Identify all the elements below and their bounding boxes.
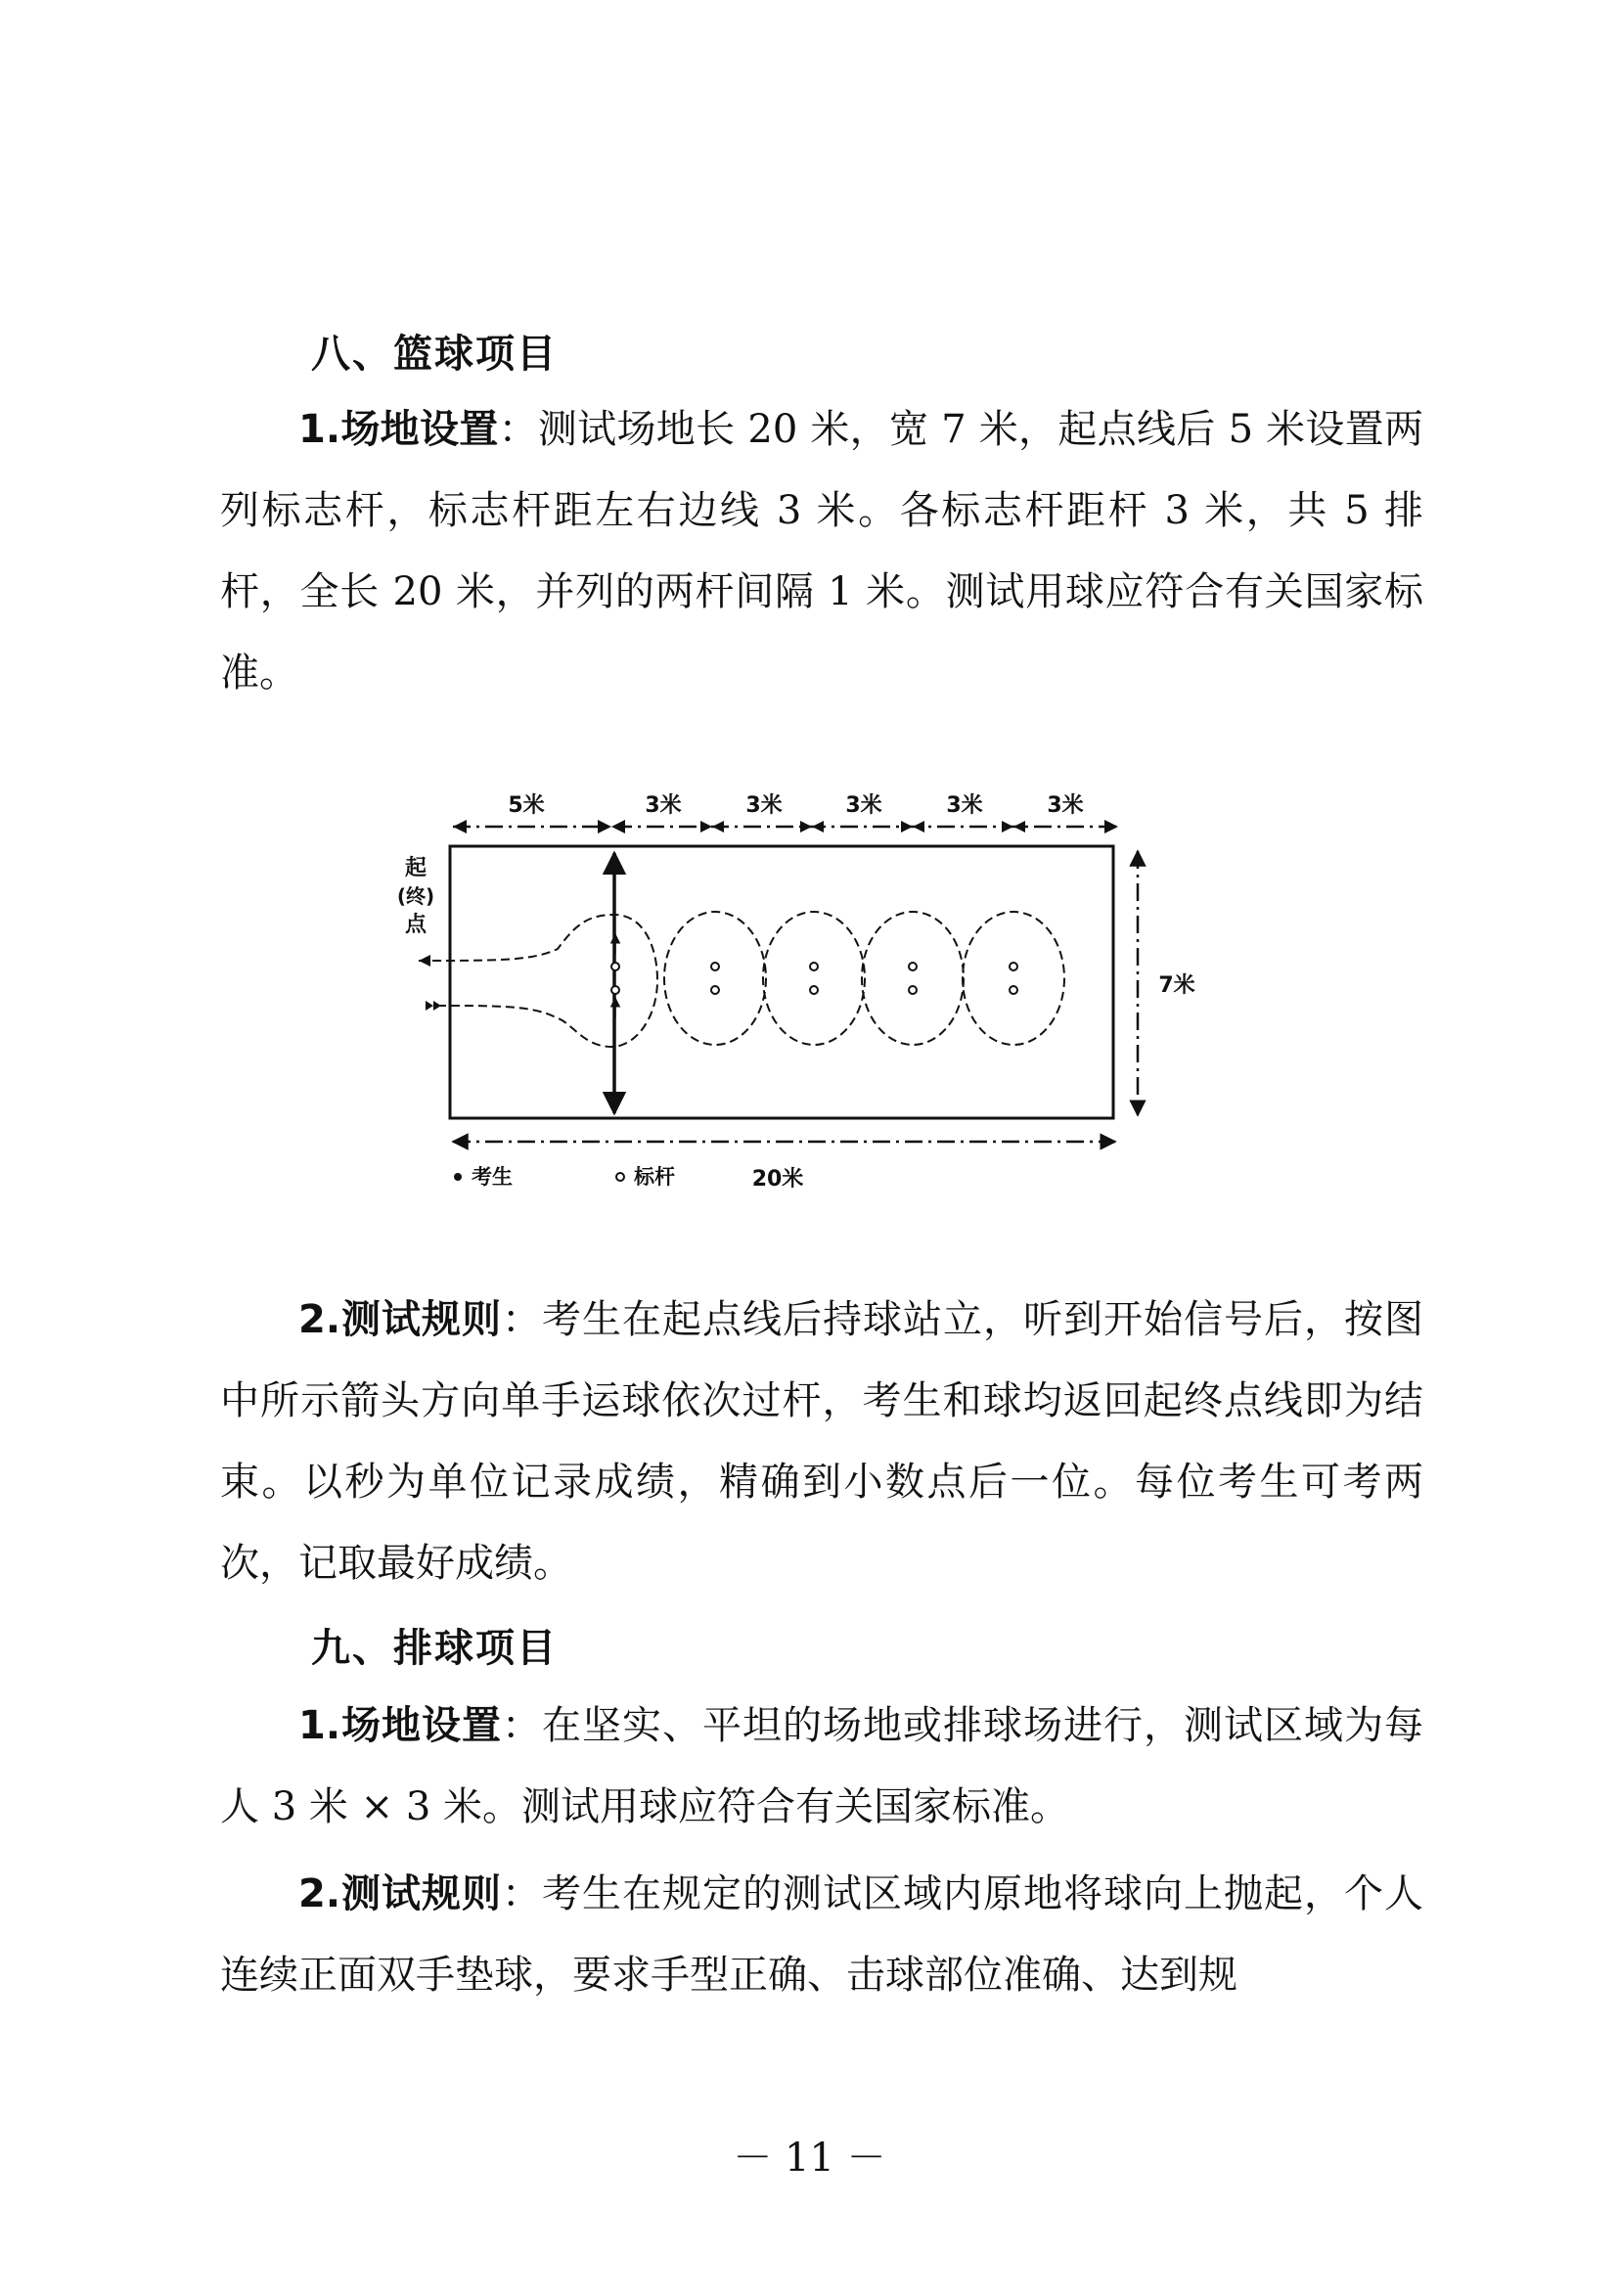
label-3m-1: 3米 [645,793,682,818]
marker-poles [611,963,1017,994]
paragraph-lead: 2.测试规则 [298,1297,503,1342]
legend-pole-label: 标杆 [634,1165,675,1189]
paragraph-lead: 1.场地设置 [298,407,499,452]
page-number: － 11 － [733,2136,886,2181]
start-arrowhead [426,1001,441,1011]
length-label: 20米 [751,1167,804,1192]
dribble-path [419,912,1064,1047]
section-heading-basketball: 八、篮球项目 [311,332,558,377]
legend-pole-circle [616,1173,624,1181]
label-3m-2: 3米 [745,793,783,818]
label-3m-3: 3米 [845,793,882,818]
paragraph-lead: 2.测试规则 [298,1871,503,1916]
paragraph-volleyball-venue [220,1686,1423,1848]
paragraph-basketball-rules [220,1280,1423,1604]
legend-student-dot [454,1173,462,1181]
start-label-line3: 点 [404,913,427,937]
paragraph-body: ：考生在规定的测试区域内原地将球向上抛起，个人连续正面双手垫球，要求手型正确、击球部位准确、达到规 [220,1871,1424,1998]
width-label: 7米 [1158,973,1195,998]
legend-student-label: 考生 [472,1165,513,1189]
section-heading-volleyball: 九、排球项目 [311,1626,558,1671]
paragraph-lead: 1.场地设置 [298,1703,503,1748]
start-label-line2: (终) [396,884,435,908]
court-boundary [450,846,1113,1118]
return-arrowhead [419,955,430,967]
paragraph-body: ：测试场地长 20 米，宽 7 米，起点线后 5 米设置两列标志杆，标志杆距左右边线 3 米。各标志杆距杆 3 米，共 5 排杆，全长 20 米，并列的两杆间隔 1 米。测试用球应符合有关国家标准。 [220,407,1423,696]
paragraph-body: ：考生在起点线后持球站立，听到开始信号后，按图中所示箭头方向单手运球依次过杆，考生和球均返回起终点线即为结束。以秒为单位记录成绩，精确到小数点后一位。每位考生可考两次，记取最好成绩。 [220,1297,1424,1586]
paragraph-body: ：在坚实、平坦的场地或排球场进行，测试区域为每人 3 米 × 3 米。测试用球应符合有关国家标准。 [220,1703,1424,1829]
label-5m: 5米 [508,793,545,818]
paragraph-volleyball-rules [220,1854,1423,2016]
start-label-line1: 起 [404,856,427,880]
label-3m-5: 3米 [1047,793,1084,818]
label-3m-4: 3米 [946,793,983,818]
